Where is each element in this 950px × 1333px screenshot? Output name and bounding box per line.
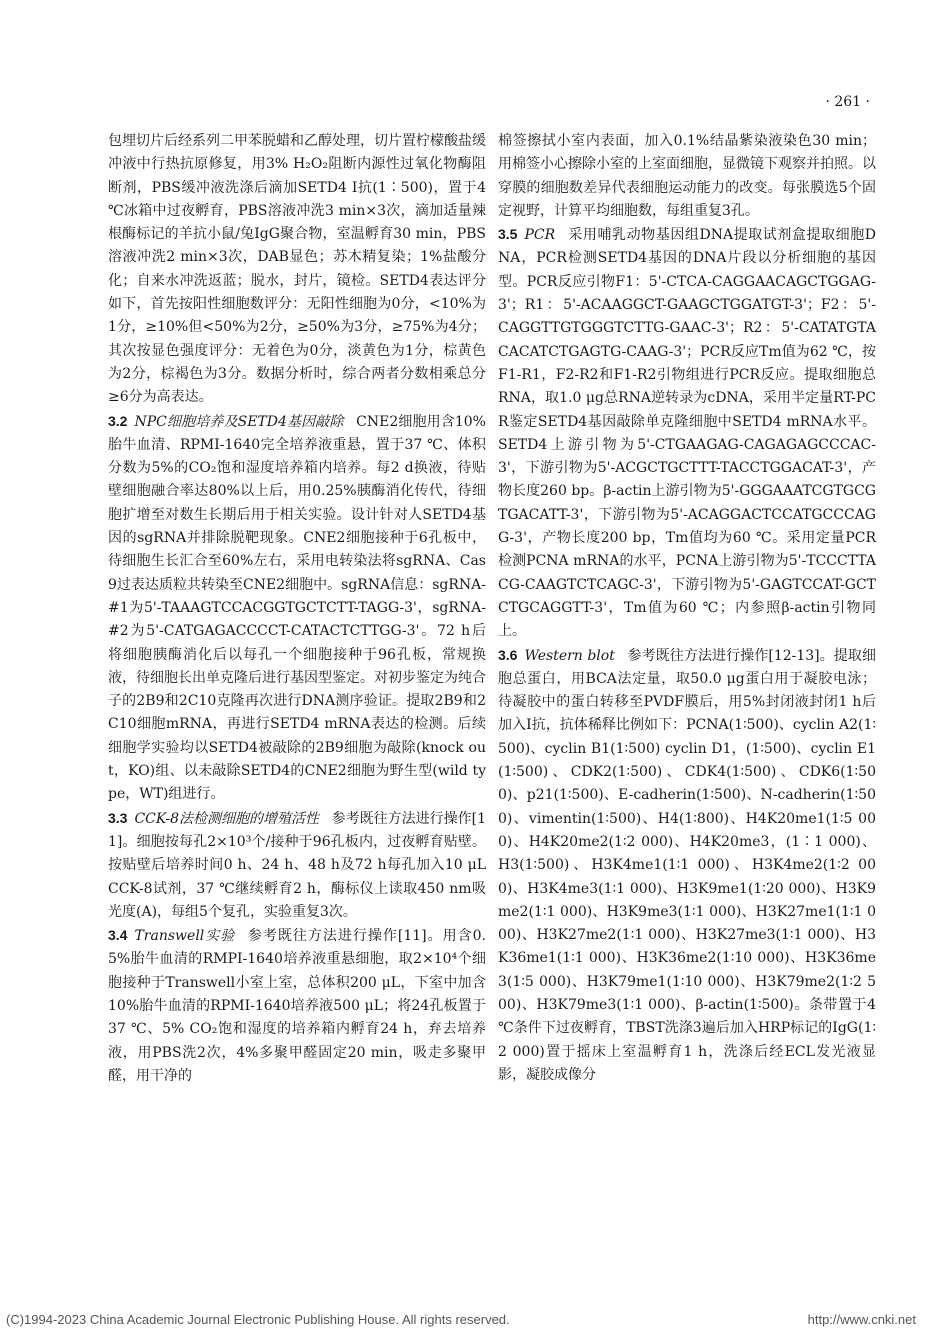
section-number: 3.6: [498, 646, 518, 663]
section-number: 3.3: [108, 809, 128, 826]
section-title: NPC细胞培养及SETD4基因敲除: [134, 413, 344, 430]
section-3-6: [498, 644, 876, 1088]
paragraph-ihc-method: 包埋切片后经系列二甲苯脱蜡和乙醇处理，切片置柠檬酸盐缓冲液中行热抗原修复，用3% H₂O₂阻断内源性过氧化物酶阻断剂，PBS缓冲液洗涤后滴加SETD4 Ⅰ抗(1∶500)，置于4 ℃冰箱中过夜孵育，PBS溶液冲洗3 min×3次，滴加适量辣根酶标记的羊抗小鼠/兔IgG聚合物，室温孵育30 min，PBS溶液冲洗2 min×3次，DAB显色；苏木精复染；1%盐酸分化；自来水冲洗返蓝；脱水，封片，镜检。SETD4表达评分如下，首先按阳性细胞数评分：无阳性细胞为0分，<10%为1分，≥10%但<50%为2分，≥50%为3分，≥75%为4分；其次按显色强度评分：无着色为0分，淡黄色为1分，棕黄色为2分，棕褐色为3分。数据分析时，综合两者分数相乘总分≥6分为高表达。: [108, 133, 486, 406]
section-number: 3.2: [108, 412, 128, 429]
section-title: CCK-8法检测细胞的增殖活性: [134, 810, 319, 827]
left-column: [108, 130, 486, 1088]
page-number: · 261 ·: [825, 94, 870, 110]
cnki-url[interactable]: http://www.cnki.net: [807, 1312, 916, 1327]
section-number: 3.4: [108, 927, 128, 944]
copyright-notice: (C)1994-2023 China Academic Journal Electronic Publishing House. All rights reserved.: [6, 1312, 510, 1327]
section-body: 参考既往方法进行操作[11]。细胞按每孔2×10³个/接种于96孔板内，过夜孵育贴壁。按贴壁后培养时间0 h、24 h、48 h及72 h每孔加入10 μL CCK-8试剂，37 ℃继续孵育2 h，酶标仪上读取450 nm吸光度(A)，每组5个复孔，实验重复3次。: [108, 810, 486, 920]
section-3-3: [108, 807, 486, 924]
section-title: Western blot: [524, 647, 615, 664]
section-title: PCR: [524, 227, 556, 244]
section-3-2: [108, 410, 486, 807]
section-number: 3.5: [498, 226, 518, 243]
paragraph-transwell-continued: 棉签擦拭小室内表面，加入0.1%结晶紫染液染色30 min；用棉签小心擦除小室的上室面细胞，显微镜下观察并拍照。以穿膜的细胞数差异代表细胞运动能力的改变。每张膜选5个固定视野，计算平均细胞数，每组重复3孔。: [498, 133, 876, 219]
section-body: 参考既往方法进行操作[12-13]。提取细胞总蛋白，用BCA法定量，取50.0 μg蛋白用于凝胶电泳；待凝胶中的蛋白转移至PVDF膜后，用5%封闭液封闭1 h后加入Ⅰ抗，抗体稀释比例如下：PCNA(1∶500)、cyclin A2(1∶500)、cyclin B1(1∶500) cyclin D1，(1∶500)、cyclin E1(1∶500)、CDK2(1∶500)、CDK4(1∶500)、CDK6(1∶500)、p21(1∶500)、E-cadherin(1∶500)、N-cadherin(1∶500)、vimentin(1∶500)、H4(1∶800)、H4K20me1(1∶5 000)、H4K20me2(1∶2 000)、H4K20me3，(1∶1 000)、H3(1∶500)、H3K4me1(1∶1 000)、H3K4me2(1∶2 000)、H3K4me3(1∶1 000)、H3K9me1(1∶20 000)、H3K9me2(1∶1 000)、H3K9me3(1∶1 000)、H3K27me1(1∶1 000)、H3K27me2(1∶1 000)、H3K27me3(1∶1 000)、H3K36me1(1∶1 000)、H3K36me2(1∶10 000)、H3K36me3(1∶5 000)、H3K79me1(1∶10 000)、H3K79me2(1∶2 500)、H3K79me3(1∶1 000)、β-actin(1∶500)。条带置于4 ℃条件下过夜孵育，TBST洗涤3遍后加入HRP标记的IgG(1∶2 000)置于摇床上室温孵育1 h，洗涤后经ECL发光液显影，凝胶成像分: [498, 647, 876, 1083]
section-body: 参考既往方法进行操作[11]。用含0.5%胎牛血清的RMPI-1640培养液重悬细胞，取2×10⁴个细胞接种于Transwell小室上室，总体积200 μL，下室中加含10%胎牛血清的RPMI-1640培养液500 μL；将24孔板置于37 ℃、5% CO₂饱和湿度的培养箱内孵育24 h，弃去培养液，用PBS洗2次，4%多聚甲醛固定20 min，吸走多聚甲醛，用干净的: [108, 928, 486, 1084]
section-body: CNE2细胞用含10%胎牛血清、RPMI-1640完全培养液重悬，置于37 ℃、体积分数为5%的CO₂饱和湿度培养箱内培养。每2 d换液，待贴壁细胞融合率达80%以上后，用0.25%胰酶消化传代，待细胞扩增至对数生长期后用于相关实验。设计针对人SETD4基因的sgRNA并排除脱靶现象。CNE2细胞接种于6孔板中，待细胞生长汇合至60%左右，采用电转染法将sgRNA、Cas9过表达质粒共转染至CNE2细胞中。sgRNA信息：sgRNA-#1为5'-TAAAGTCCACGGTGCTCTT-TAGG-3'，sgRNA-#2为5'-CATGAGACCCCT-CATACTCTTGG-3'。72 h后将细胞胰酶消化后以每孔一个细胞接种于96孔板，常规换液，待细胞长出单克隆后进行基因型鉴定。对初步鉴定为纯合子的2B9和2C10克隆再次进行DNA测序验证。提取2B9和2C10细胞mRNA，再进行SETD4 mRNA表达的检测。后续细胞学实验均以SETD4被敲除的2B9细胞为敲除(knock out，KO)组、以未敲除SETD4的CNE2细胞为野生型(wild type，WT)组进行。: [108, 413, 486, 803]
right-column: [498, 130, 876, 1087]
section-3-5: [498, 223, 876, 643]
section-title: Transwell实验: [134, 928, 236, 945]
section-body: 采用哺乳动物基因组DNA提取试剂盒提取细胞DNA，PCR检测SETD4基因的DNA片段以分析细胞的基因型。PCR反应引物F1：5'-CTCA-CAGGAACAGCTGGAG-3'；R1：5'-ACAAGGCT-GAAGCTGGATGT-3'；F2：5'-CAGGTTGTGGGTCTTG-GAAC-3'；R2：5'-CATATGTACACATCTGAGTG-CAAG-3'；PCR反应Tm值为62 ℃，按F1-R1，F2-R2和F1-R2引物组进行PCR反应。提取细胞总RNA，取1.0 μg总RNA逆转录为cDNA，采用半定量RT-PCR鉴定SETD4基因敲除单克隆细胞中SETD4 mRNA水平。SETD4上游引物为5'-CTGAAGAG-CAGAGAGCCCAC-3'，下游引物为5'-ACGCTGCTTT-TACCTGGACAT-3'，产物长度260 bp。β-actin上游引物为5'-GGGAAATCGTGCGTGACATT-3'，下游引物为5'-ACAGGACTCCATGCCCAGG-3'，产物长度200 bp，Tm值均为60 ℃。采用定量PCR检测PCNA mRNA的水平，PCNA上游引物为5'-TCCCTTACG-CAAGTCTCAGC-3'，下游引物为5'-GAGTCCAT-GCTCTGCAGGTT-3'，Tm值为60 ℃；内参照β-actin引物同上。: [498, 227, 876, 640]
footer: [6, 1312, 946, 1327]
section-3-4: [108, 924, 486, 1088]
